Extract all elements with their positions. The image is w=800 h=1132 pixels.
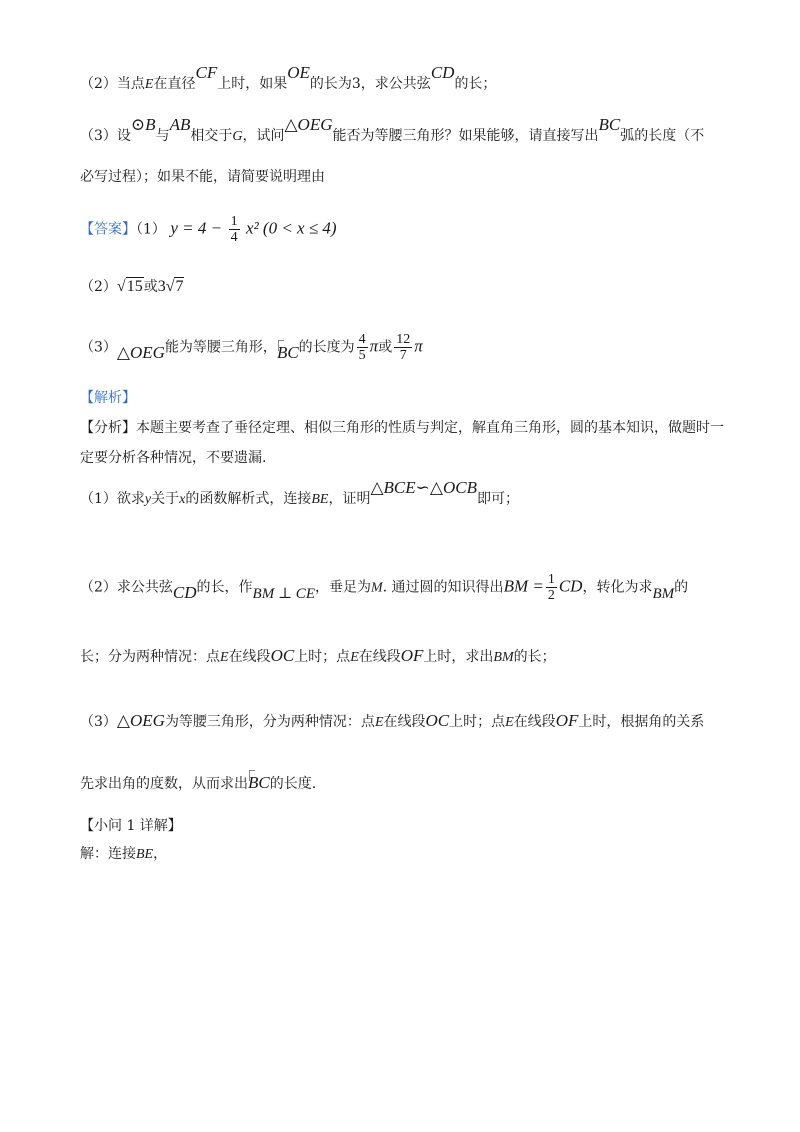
numerator: 12 bbox=[396, 332, 411, 347]
text: 在线段 bbox=[228, 649, 271, 665]
text: 的长度为 bbox=[298, 339, 355, 356]
text: （2）求公共弦 bbox=[80, 579, 173, 596]
denominator: 7 bbox=[399, 348, 407, 363]
math-var: BM bbox=[493, 650, 514, 665]
math-var: BE bbox=[136, 847, 154, 862]
text: 的 bbox=[674, 579, 689, 596]
math-var: E bbox=[374, 715, 384, 730]
math-expr: BM ⊥ CE bbox=[252, 585, 315, 602]
fraction bbox=[394, 332, 412, 363]
math-var: CD bbox=[172, 582, 197, 602]
denominator: 4 bbox=[230, 230, 238, 245]
text: 上时；点 bbox=[449, 714, 506, 730]
arc-bc: BC bbox=[248, 773, 270, 792]
numerator: 4 bbox=[358, 332, 366, 347]
analysis-step3-line2 bbox=[80, 772, 730, 795]
numerator: 1 bbox=[230, 214, 238, 229]
math-var: △OEG bbox=[116, 342, 165, 362]
math-var: △OEG bbox=[116, 711, 165, 730]
detail-line1 bbox=[80, 843, 730, 866]
math-var: BE bbox=[311, 492, 329, 507]
analysis-tag: 【解析】 bbox=[80, 390, 136, 406]
text: 的长度. bbox=[269, 776, 317, 792]
text: 长；分为两种情况：点 bbox=[80, 649, 220, 665]
denominator: 2 bbox=[547, 588, 555, 603]
math-var: OF bbox=[555, 711, 579, 730]
question-2 bbox=[80, 63, 730, 96]
text: ，证明 bbox=[328, 491, 371, 507]
math-expr: △BCE∽△OCB bbox=[370, 478, 477, 497]
text: 在直径 bbox=[153, 76, 196, 92]
arc-bc: BC bbox=[276, 342, 299, 362]
math-var: E bbox=[144, 77, 154, 92]
sqrt-7: 3√7 bbox=[157, 278, 184, 295]
math-var: ⊙B bbox=[130, 115, 156, 134]
math-var: G bbox=[232, 129, 243, 144]
analysis-step2-line2 bbox=[80, 645, 730, 669]
math-var: BM bbox=[652, 585, 675, 602]
text: 在线段 bbox=[513, 714, 556, 730]
coefficient: 3 bbox=[157, 278, 166, 295]
question-3 bbox=[80, 115, 730, 148]
text: 的长； bbox=[454, 76, 497, 92]
text: 能否为等腰三角形？如果能够，请直接写出 bbox=[332, 128, 599, 144]
pi: π bbox=[369, 336, 379, 356]
math-var: OE bbox=[287, 63, 310, 82]
math-var: CD bbox=[558, 576, 583, 596]
fraction bbox=[229, 214, 240, 245]
text: 为等腰三角形，分为两种情况：点 bbox=[164, 714, 375, 730]
text: 上时，根据角的关系 bbox=[578, 714, 705, 730]
text: 相交于 bbox=[190, 128, 233, 144]
text: ，试问 bbox=[242, 128, 285, 144]
a2-number: （2） bbox=[80, 279, 117, 295]
numerator: 1 bbox=[547, 572, 555, 587]
math-var: OF bbox=[400, 646, 424, 665]
analysis-p1b: 定要分析各种情况，不要遗漏. bbox=[80, 450, 267, 466]
text: 上时，如果 bbox=[217, 76, 288, 92]
radicand: 15 bbox=[126, 278, 143, 295]
text: 上时；点 bbox=[294, 649, 351, 665]
text: 能为等腰三角形， bbox=[164, 339, 277, 356]
denominator: 5 bbox=[358, 348, 366, 363]
q2-number: （2） bbox=[80, 76, 117, 92]
math-var: CF bbox=[195, 63, 218, 82]
text: 或 bbox=[143, 279, 158, 295]
math-var: OC bbox=[270, 646, 295, 665]
text: 的函数解析式，连接 bbox=[185, 491, 312, 507]
math-var: E bbox=[350, 650, 359, 665]
text: 即可； bbox=[476, 491, 519, 507]
math-var: y bbox=[144, 492, 152, 507]
text: 设 bbox=[116, 128, 131, 144]
text: 的长，作 bbox=[196, 579, 253, 596]
text: 先求出角的度数，从而求出 bbox=[80, 776, 248, 792]
detail-title: 【小问 1 详解】 bbox=[80, 818, 182, 834]
q3-number: （3） bbox=[80, 128, 117, 144]
math-var: OC bbox=[425, 711, 450, 730]
answer-2 bbox=[80, 276, 730, 298]
math-expr: y = 4 − bbox=[170, 218, 223, 238]
text: ，转化为求 bbox=[582, 579, 653, 596]
math-var: AB bbox=[169, 115, 191, 134]
text: 的长为3，求公共弦 bbox=[309, 76, 431, 92]
math-var: CD bbox=[430, 63, 455, 82]
text: 上时，求出 bbox=[423, 649, 494, 665]
text: 关于 bbox=[151, 491, 180, 507]
math-var: △OEG bbox=[284, 115, 333, 134]
fraction bbox=[357, 332, 368, 363]
analysis-step3 bbox=[80, 710, 730, 734]
question-3-line2: 必写过程）；如果不能，请简要说明理由 bbox=[80, 169, 325, 185]
a3-number: （3） bbox=[80, 339, 117, 356]
text: 或 bbox=[378, 339, 393, 356]
fraction bbox=[546, 572, 557, 603]
math-expr: x² (0 < x ≤ 4) bbox=[246, 218, 337, 238]
text: 弧的长度（不 bbox=[620, 128, 705, 144]
text: . 通过圆的知识得出 bbox=[382, 579, 504, 596]
text: （3） bbox=[80, 714, 117, 730]
pi: π bbox=[414, 336, 423, 356]
answer-3 bbox=[80, 332, 730, 363]
text: 在线段 bbox=[358, 649, 401, 665]
text: ，垂足为 bbox=[314, 579, 371, 596]
a1-number: （1） bbox=[136, 221, 166, 238]
math-expr: BM = bbox=[503, 576, 544, 596]
answer-tag: 【答案】 bbox=[80, 221, 136, 238]
text: 的长； bbox=[513, 649, 556, 665]
radicand: 7 bbox=[175, 278, 184, 295]
text: 解：连接 bbox=[80, 846, 136, 862]
math-var: BC bbox=[598, 115, 621, 134]
text: 当点 bbox=[116, 76, 145, 92]
math-var: M bbox=[370, 580, 383, 596]
analysis-step2 bbox=[80, 572, 730, 603]
math-var: E bbox=[505, 715, 514, 730]
analysis-p1: 【分析】本题主要考查了垂径定理、相似三角形的性质与判定，解直角三角形，圆的基本知识，做题时一 bbox=[80, 420, 724, 436]
text: 在线段 bbox=[383, 714, 426, 730]
analysis-step1 bbox=[80, 478, 730, 511]
math-var: E bbox=[220, 650, 229, 665]
sqrt-15: √15 bbox=[116, 278, 143, 295]
answer-1 bbox=[80, 214, 730, 245]
text: 与 bbox=[155, 128, 170, 144]
text: ， bbox=[153, 846, 168, 862]
math-var: x bbox=[179, 492, 186, 507]
text: （1）欲求 bbox=[80, 491, 145, 507]
